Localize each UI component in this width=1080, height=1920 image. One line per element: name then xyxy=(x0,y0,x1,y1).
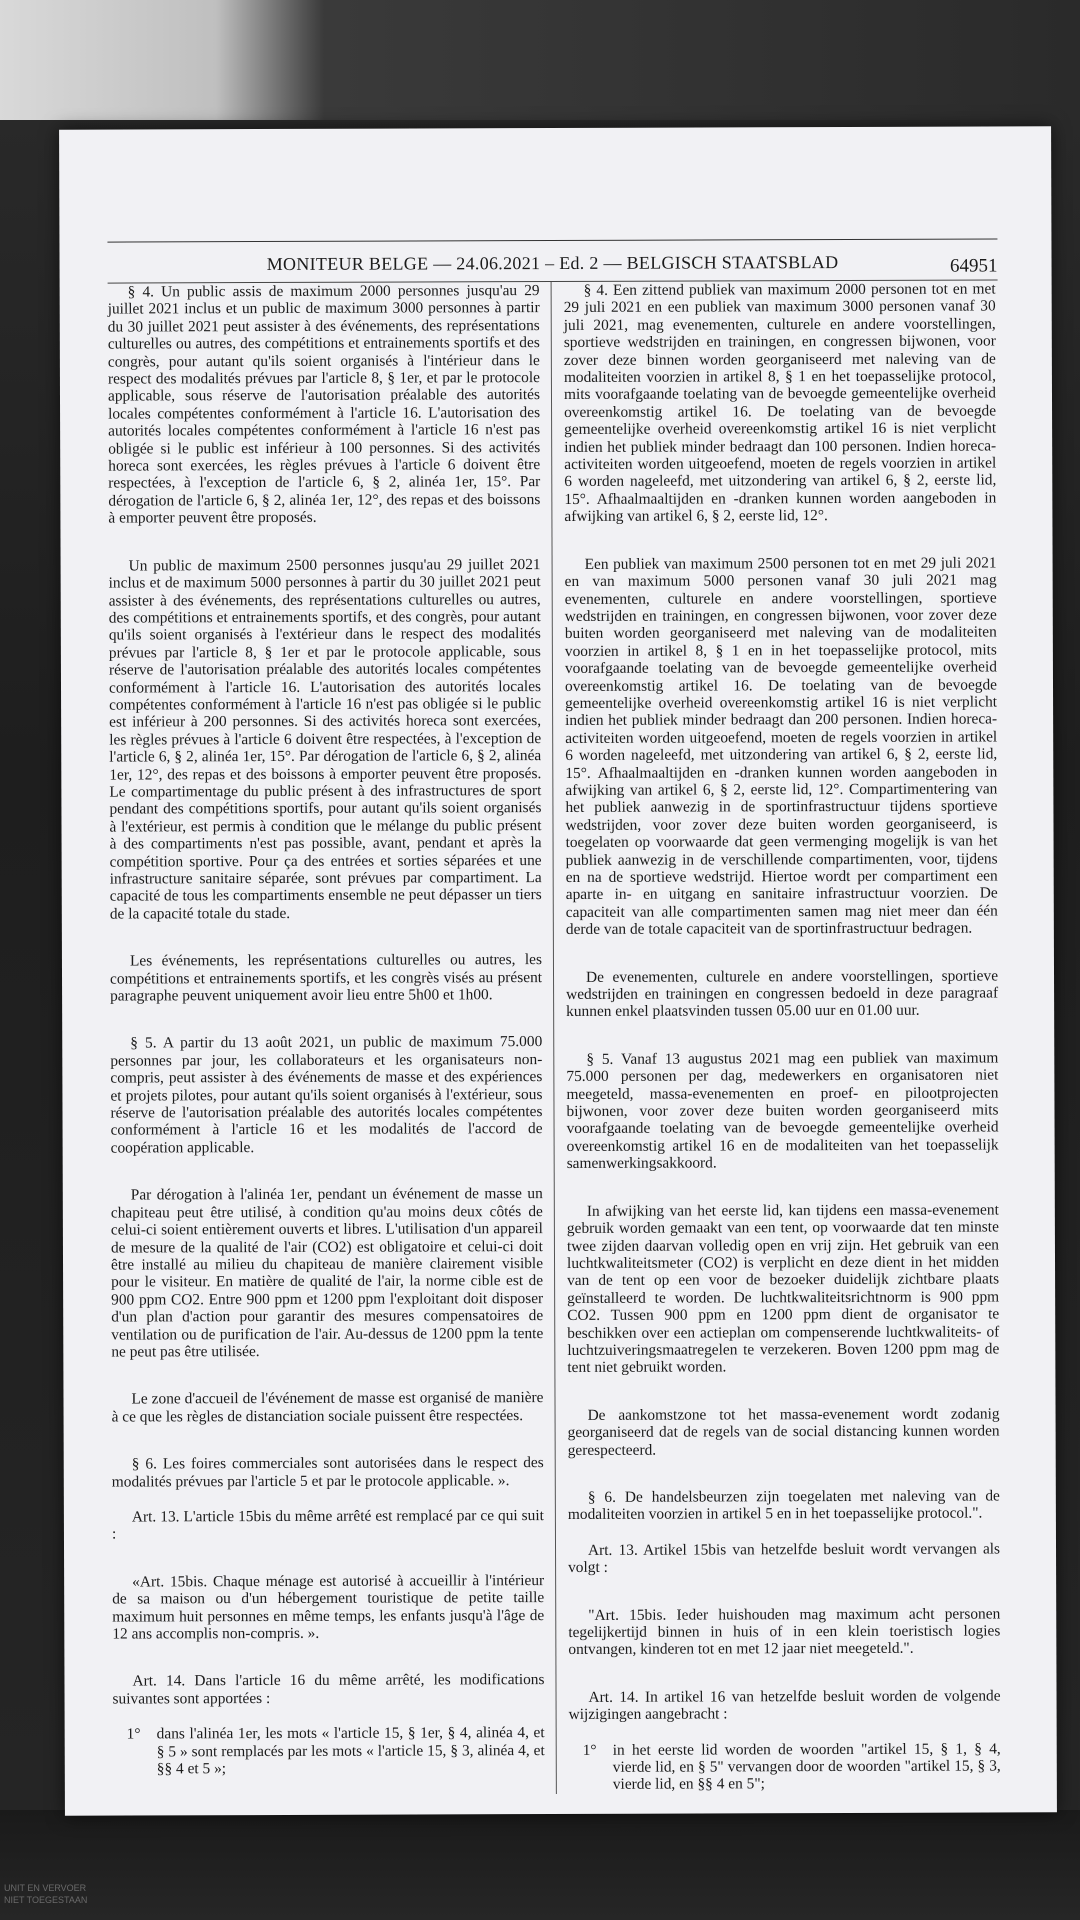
fr-para-6: Le zone d'accueil de l'événement de masse est organisé de manière à ce que les règles de distanciation sociale puissent être respectées. xyxy=(111,1389,544,1426)
nl-article-13: Art. 13. Artikel 15bis van hetzelfde besluit wordt vervangen als volgt : xyxy=(568,1540,1001,1577)
fr-para-4: § 5. A partir du 13 août 2021, un public de maximum 75.000 personnes par jour, les collaborateurs et les organisateurs non-compris, peut assister à des événements de masse et des expériences et projets pilotes, pour autant qu'ils soient organisés à l'extérieur, sous réserve de l'autorisation préalable des autorités locales compétentes conformément à l'article 16 et les modalités de l'accord de coopération applicable. xyxy=(110,1033,543,1157)
nl-list-item xyxy=(569,1740,1001,1794)
nl-article-15bis: "Art. 15bis. Ieder huishouden mag maximum acht personen tegelijkertijd binnen in huis of in een klein toeristisch logies ontvangen, kinderen tot en met 12 jaar niet meegeteld.". xyxy=(568,1605,1001,1659)
nl-para-5: In afwijking van het eerste lid, kan tijdens een massa-evenement gebruik worden gemaakt van een tent, op voorwaarde dat ten minste twee zijden daarvan volledig open en vrij zijn. Het gebruik van een luchtkwaliteitsmeter (CO2) is verplicht en deze dient in het midden van de tent op een voor de bezoeker duidelijk zichtbare plaats geïnstalleerd te worden. De luchtkwaliteitsrichtnorm is 900 ppm CO2. Tussen 900 ppm en 1200 ppm dient de organisator te beschikken over een actieplan om compenserende luchtkwaliteits- of luchtzuiveringsmaatregelen te verzekeren. Boven 1200 ppm mag de tent niet gebruikt worden. xyxy=(566,1201,1000,1377)
gazette-page xyxy=(107,238,1002,1795)
fr-article-15bis: «Art. 15bis. Chaque ménage est autorisé à accueillir à l'intérieur de sa maison ou d'un hébergement touristique de petite taille maximum huit personnes en même temps, les enfants jusqu'à l'âge de 12 ans accomplis non-compris. ». xyxy=(112,1571,545,1643)
nl-para-1: § 4. Een zittend publiek van maximum 2000 personen tot en met 29 juli 2021 en een publiek van maximum 3000 personen vanaf 30 juli 2021, mag evenementen, culturele en andere voorstellingen, sportieve wedstrijden en trainingen, en congressen bijwonen, voor zover deze binnen worden georganiseerd met naleving van de modaliteiten voorzien in artikel 8, § 1 en het toepasselijke protocol, mits voorafgaande toelating van de bevoegde gemeentelijke overheid overeenkomstig artikel 16. De toelating van de bevoegde gemeentelijke overheid overeenkomstig artikel 16 is niet verplicht indien het publiek minder bedraagt dan 100 personen. Indien horeca-activiteiten worden uitgeoefend, moeten de regels voorzien in artikel 6 worden nageleefd, met uitzondering van artikel 6, § 2, eerste lid, 15°. Afhaalmaaltijden en -dranken kunnen worden aangeboden in afwijking van artikel 6, § 2, eerste lid, 12°. xyxy=(563,280,997,526)
nl-list-number: 1° xyxy=(582,1741,597,1759)
nl-list-text: in het eerste lid worden de woorden "artikel 15, § 1, § 4, vierde lid, en § 5" vervangen door de woorden "artikel 15, § 3, vierde lid, en §§ 4 en 5"; xyxy=(612,1740,1001,1794)
fr-para-7: § 6. Les foires commerciales sont autorisées dans le respect des modalités prévues par l'article 5 et par le protocole applicable. ». xyxy=(111,1454,544,1491)
fr-para-2: Un public de maximum 2500 personnes jusqu'au 29 juillet 2021 inclus et de maximum 5000 personnes à partir du 30 juillet 2021 peut assister à des événements, des représentations culturelles ou autres, des compétitions et entrainements sportifs, et des congrès, pour autant qu'ils soient organisés à l'extérieur dans le respect des modalités prévues par l'article 8, § 1er et par le protocole applicable, sous réserve de l'autorisation préalable des autorités locales compétentes conformément à l'article 16. L'autorisation des autorités locales compétentes conformément à l'article 16 n'est pas obligée si le public est inférieur à 200 personnes. Si des activités horeca sont exercées, les règles prévues à l'article 6 doivent être respectées, à l'exception de l'article 6, § 2, alinéa 1er, 15°. Par dérogation de l'article 6, § 2, alinéa 1er, 12°, des repas et des boissons à emporter peuvent être proposés. Le compartimentage du public présent à des infrastructures de sport pendant des compétitions sportifs, pour autant qu'ils soient organisés à l'extérieur, est permis à condition que le mélange du public présent à des compartiments n'est pas possible, avant, pendant et après la compétition sportive. Pour ça des entrées et sorties séparées et une infrastructure sanitaire séparée, sont prévues par compartiment. La capacité de tous les compartiments ensemble ne peut dépasser un tiers de la capacité totale du stade. xyxy=(108,555,542,923)
nl-para-3: De evenementen, culturele en andere voorstellingen, sportieve wedstrijden en trainingen en congressen bedoeld in deze paragraaf kunnen enkel plaatsvinden tussen 05.00 uur en 01.00 uur. xyxy=(566,967,999,1021)
nl-para-2: Een publiek van maximum 2500 personen tot en met 29 juli 2021 en van maximum 5000 personen vanaf 30 juli 2021 mag evenementen, culturele en andere voorstellingen, sportieve wedstrijden en trainingen, en congressen bijwonen, voor zover deze buiten worden georganiseerd met naleving van de modaliteiten voorzien in artikel 8, § 1 en in het toepasselijke protocol, mits voorafgaande toelating van de bevoegde gemeentelijke overheid overeenkomstig artikel 16. De toelating van de bevoegde gemeentelijke overheid overeenkomstig artikel 16 is niet verplicht indien het publiek minder bedraagt dan 200 personen. Indien horeca-activiteiten worden uitgeoefend, moeten de regels voorzien in artikel 6 worden nageleefd, met uitzondering van artikel 6, § 2, eerste lid, 15°. Afhaalmaaltijden en -dranken kunnen worden aangeboden in afwijking van artikel 6, § 2, eerste lid, 12°. Compartimentering van het publiek aanwezig in de sportinfrastructuur tijdens sportieve wedstrijden, voor zover deze buiten worden georganiseerd, is toegelaten op voorwaarde dat geen vermenging mogelijk is van het publiek aanwezig in de verschillende compartimenten, voor, tijdens en na de sportieve wedstrijd. Hiertoe wordt per compartiment een aparte in- en uitgang en sanitaire infrastructuur voorzien. De capaciteit van alle compartimenten samen mag niet meer dan één derde van de totale capaciteit van de sportinfrastructuur bedragen. xyxy=(564,554,998,939)
fr-article-13: Art. 13. L'article 15bis du même arrêté est remplacé par ce qui suit : xyxy=(111,1507,544,1543)
fr-para-5: Par dérogation à l'alinéa 1er, pendant un événement de masse un chapiteau peut être utilisé, à condition qu'au moins deux côtés de celui-ci soient entièrement ouverts et libres. L'utilisation d'un appareil de mesure de la qualité de l'air (CO2) est obligatoire et celui-ci doit être installé au milieu du chapiteau de manière clairement visible pour le visiteur. En matière de qualité de l'air, la norme cible est de 900 ppm CO2. Entre 900 ppm et 1200 ppm l'exploitant doit disposer d'un plan d'action pour garantir des mesures compensatoires de ventilation ou de purification de l'air. Au-dessus de 1200 ppm la tente ne peut pas être utilisée. xyxy=(110,1185,544,1361)
fr-para-1: § 4. Un public assis de maximum 2000 personnes jusqu'au 29 juillet 2021 inclus et un public de maximum 3000 personnes à partir du 30 juillet 2021 peut assister à des événements, des représentations culturelles ou autres, des compétitions et entrainements sportifs et des congrès, pour autant qu'ils soient organisés à l'intérieur dans le respect des modalités prévues par l'article 8, § 1er, et par le protocole applicable, sous réserve de l'autorisation préalable des autorités locales compétentes conformément à l'article 16. L'autorisation des autorités locales compétentes conformément à l'article 16 n'est pas obligée si le public est inférieur à 100 personnes. Si des activités horeca sont exercées, les règles prévues à l'article 6 doivent être respectées, à l'exception de l'article 6, § 2, alinéa 1er, 15°. Par dérogation de l'article 6, § 2, alinéa 1er, 12°, des repas et des boissons à emporter peuvent être proposés. xyxy=(107,282,541,527)
gazette-title: MONITEUR BELGE — 24.06.2021 – Ed. 2 — BELGISCH STAATSBLAD xyxy=(266,252,839,275)
french-column xyxy=(108,282,557,1795)
nl-para-6: De aankomstzone tot het massa-evenement wordt zodanig georganiseerd dat de regels van de social distancing kunnen worden gerespecteerd. xyxy=(567,1405,1000,1459)
display-screen xyxy=(59,126,1057,1815)
dutch-column xyxy=(552,280,1001,1793)
fr-list-item xyxy=(113,1724,545,1778)
background-wall xyxy=(0,0,1080,120)
fr-para-3: Les événements, les représentations culturelles ou autres, les compétitions et entrainements sportifs, et les congrès visés au présent paragraphe peuvent uniquement avoir lieu entre 5h00 et 1h00. xyxy=(109,951,543,1005)
fr-list-text: dans l'alinéa 1er, les mots « l'article 15, § 1er, § 4, alinéa 4, et § 5 » sont remplacés par les mots « l'article 15, § 3, alinéa 4, et §§ 4 et 5 »; xyxy=(156,1724,545,1778)
page-header xyxy=(107,239,997,282)
fr-article-14: Art. 14. Dans l'article 16 du même arrêté, les modifications suivantes sont apportées : xyxy=(112,1671,545,1708)
nl-para-7: § 6. De handelsbeurzen zijn toegelaten met naleving van de modaliteiten voorzien in artikel 5 en in het toepasselijke protocol.". xyxy=(567,1487,1000,1524)
nl-article-14: Art. 14. In artikel 16 van hetzelfde besluit worden de volgende wijzigingen aangebracht : xyxy=(568,1687,1001,1724)
background-floor xyxy=(0,1810,1080,1920)
two-column-body xyxy=(108,280,1003,1795)
page-number: 64951 xyxy=(950,255,998,277)
floor-caption: UNIT EN VERVOER NIET TOEGESTAAN xyxy=(4,1883,88,1905)
nl-para-4: § 5. Vanaf 13 augustus 2021 mag een publiek van maximum 75.000 personen per dag, medewerkers en organisatoren niet meegeteld, massa-evenementen en proef- en pilootprojecten bijwonen, voor zover deze buiten worden georganiseerd mits voorafgaande toelating van de bevoegde gemeentelijke overheid overeenkomstig artikel 16 en de modaliteiten van het toepasselijk samenwerkingsakkoord. xyxy=(566,1049,999,1173)
fr-list-number: 1° xyxy=(126,1725,141,1743)
